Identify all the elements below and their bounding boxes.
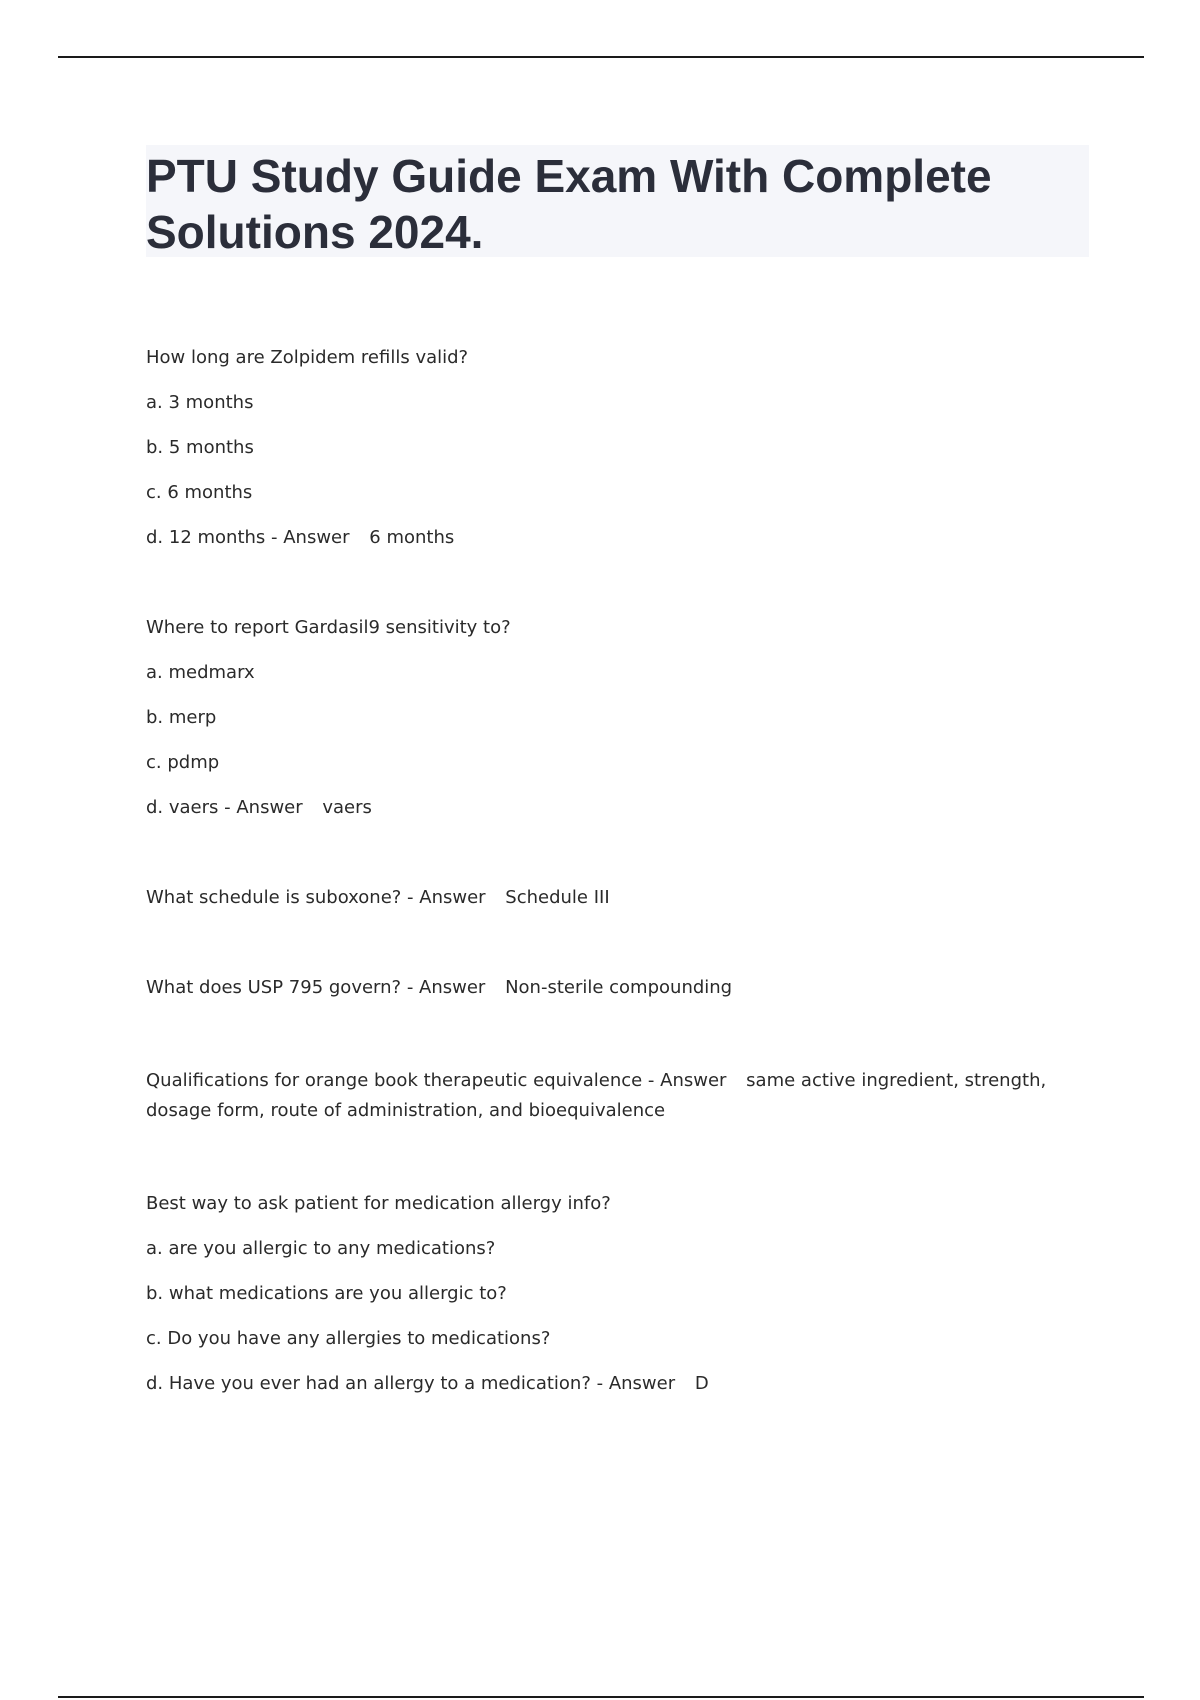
answer-option-label: d. Have you ever had an allergy to a medication? - Answer bbox=[146, 1373, 676, 1394]
title-banner bbox=[146, 145, 1089, 257]
answer-option-label: d. 12 months - Answer bbox=[146, 527, 350, 548]
question-line bbox=[146, 1066, 1066, 1126]
answer-option: a. 3 months bbox=[146, 392, 254, 413]
footer-rule bbox=[58, 1696, 1144, 1698]
correct-answer: Schedule III bbox=[505, 887, 610, 908]
correct-answer: 6 months bbox=[369, 527, 455, 548]
question-line bbox=[146, 886, 1066, 910]
question-block bbox=[146, 1192, 1066, 1396]
question-list bbox=[146, 346, 1066, 1417]
answer-option: b. what medications are you allergic to? bbox=[146, 1283, 507, 1304]
question-block bbox=[146, 616, 1066, 820]
question-block bbox=[146, 346, 1066, 550]
answer-option: c. 6 months bbox=[146, 482, 253, 503]
answer-option-last bbox=[146, 526, 1066, 550]
question-prompt: Qualifications for orange book therapeutic equivalence - Answer bbox=[146, 1070, 727, 1091]
correct-answer: Non-sterile compounding bbox=[505, 977, 733, 998]
correct-answer: vaers bbox=[322, 797, 372, 818]
question-prompt: What does USP 795 govern? - Answer bbox=[146, 977, 486, 998]
question-block bbox=[146, 886, 1066, 910]
question-prompt: Best way to ask patient for medication allergy info? bbox=[146, 1193, 611, 1214]
answer-option: c. pdmp bbox=[146, 752, 220, 773]
question-block bbox=[146, 1066, 1066, 1126]
answer-option: a. medmarx bbox=[146, 662, 255, 683]
question-prompt: What schedule is suboxone? - Answer bbox=[146, 887, 486, 908]
correct-answer: same active ingredient, strength, dosage form, route of administration, and bioequivalence bbox=[146, 1070, 1047, 1121]
answer-option: b. 5 months bbox=[146, 437, 254, 458]
answer-option: a. are you allergic to any medications? bbox=[146, 1238, 496, 1259]
header-rule bbox=[58, 56, 1144, 58]
answer-option: c. Do you have any allergies to medications? bbox=[146, 1328, 551, 1349]
answer-option: b. merp bbox=[146, 707, 217, 728]
document-title: PTU Study Guide Exam With Complete Solutions 2024. bbox=[146, 150, 992, 258]
question-block bbox=[146, 976, 1066, 1000]
answer-option-last bbox=[146, 796, 1066, 820]
question-prompt: How long are Zolpidem refills valid? bbox=[146, 347, 469, 368]
question-prompt: Where to report Gardasil9 sensitivity to? bbox=[146, 617, 511, 638]
answer-option-last bbox=[146, 1372, 1066, 1396]
question-line bbox=[146, 976, 1066, 1000]
correct-answer: D bbox=[694, 1373, 709, 1394]
answer-option-label: d. vaers - Answer bbox=[146, 797, 303, 818]
